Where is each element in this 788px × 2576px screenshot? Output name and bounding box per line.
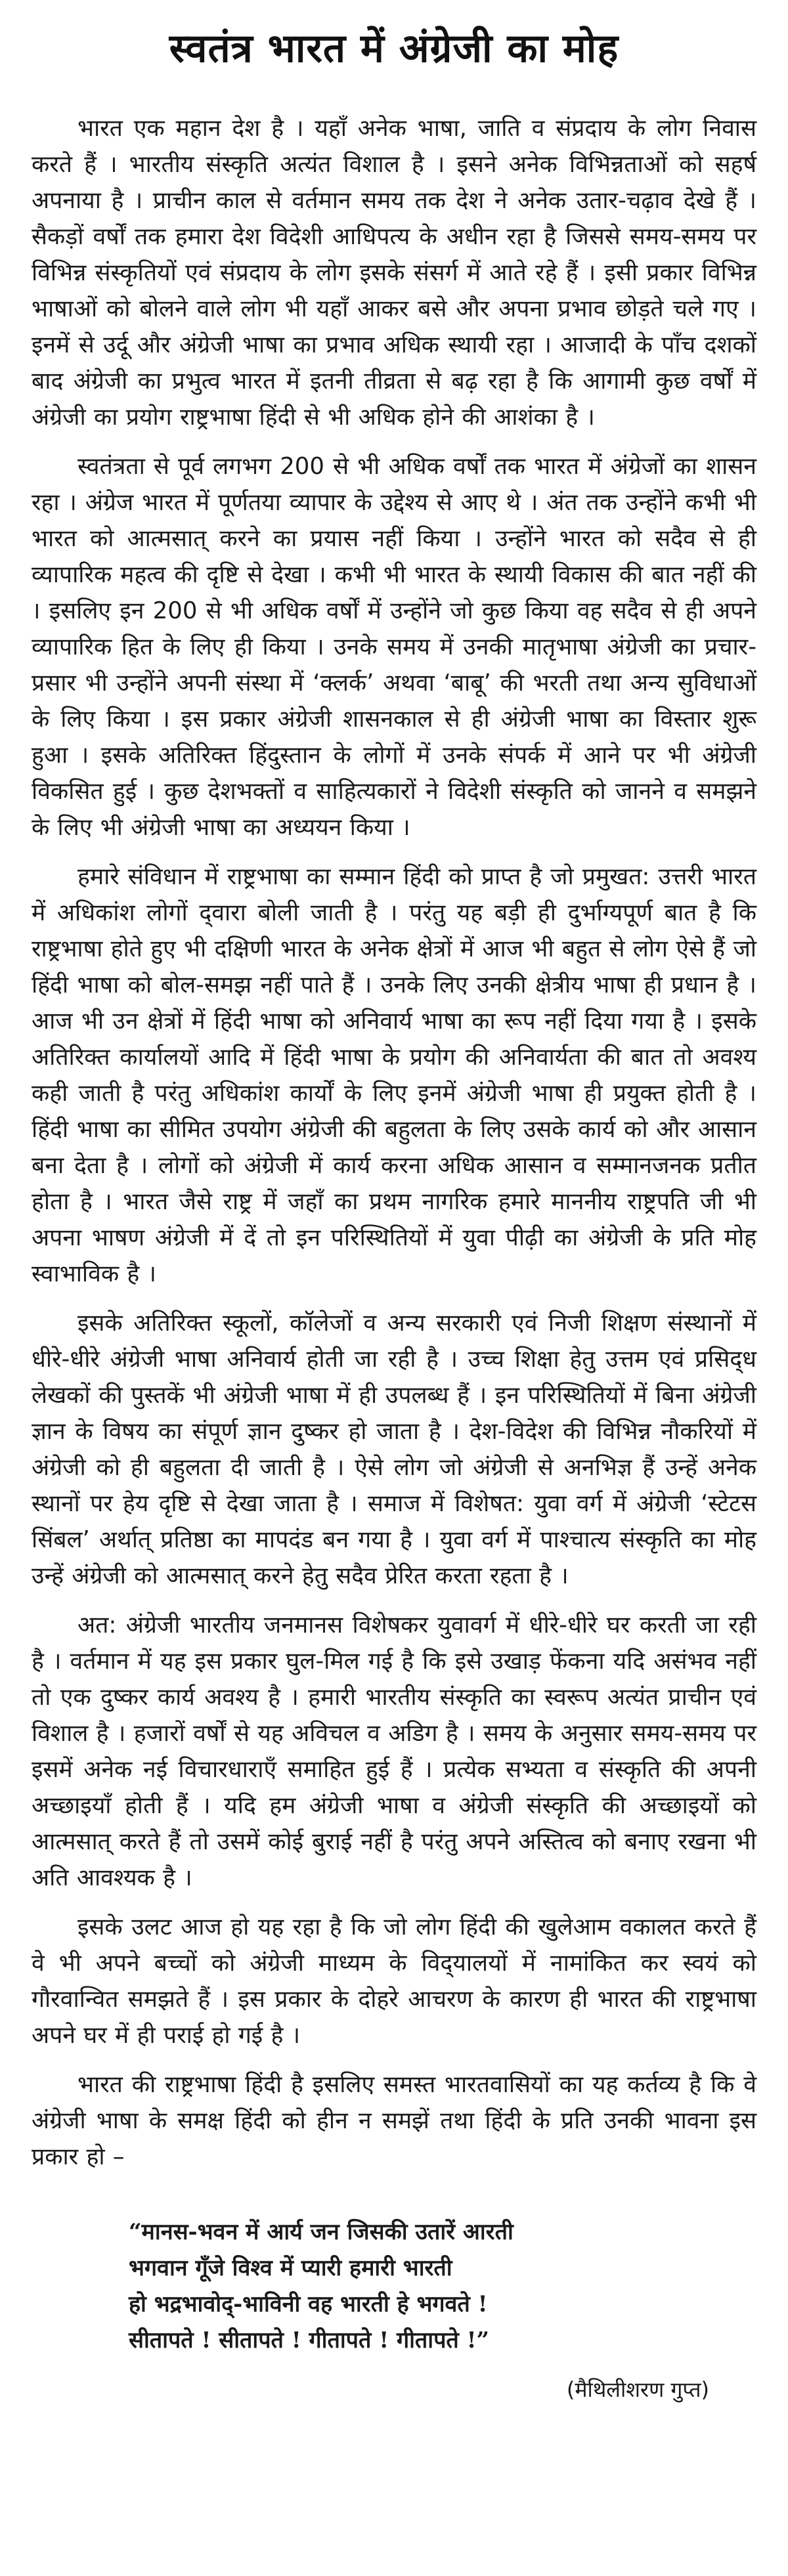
poem-quote	[32, 2214, 756, 2359]
poem-line-4: सीतापते ! सीतापते ! गीतापते ! गीतापते !”	[129, 2327, 490, 2353]
paragraph-5: अत: अंग्रेजी भारतीय जनमानस विशेषकर युवावर्ग में धीरे-धीरे घर करती जा रही है । वर्तमान में यह इस प्रकार घुल-मिल गई है कि इसे उखाड़ फेंकना यदि असंभव नहीं तो एक दुष्कर कार्य अवश्य है । हमारी भारतीय संस्कृति का स्वरूप अत्यंत प्राचीन एवं विशाल है । हजारों वर्षों से यह अविचल व अडिग है । समय के अनुसार समय-समय पर इसमें अनेक नई विचारधाराएँ समाहित हुई हैं । प्रत्येक सभ्यता व संस्कृति की अपनी अच्छाइयाँ होती हैं । यदि हम अंग्रेजी भाषा व अंग्रेजी संस्कृति की अच्छाइयों को आत्मसात् करते हैं तो उसमें कोई बुराई नहीं है परंतु अपने अस्तित्व को बनाए रखना भी अति आवश्यक है ।	[32, 1612, 756, 1891]
poem-line-2: भगवान गूँजे विश्व में प्यारी हमारी भारती	[129, 2255, 452, 2281]
paragraph-2: स्वतंत्रता से पूर्व लगभग 200 से भी अधिक वर्षों तक भारत में अंग्रेजों का शासन रहा । अंग्रेज भारत में पूर्णतया व्यापार के उद्देश्य से आए थे । अंत तक उन्होंने कभी भी भारत को आत्मसात् करने का प्रयास नहीं किया । उन्होंने भारत को सदैव से ही व्यापारिक महत्व की दृष्टि से देखा । कभी भी भारत के स्थायी विकास की बात नहीं की । इसलिए इन 200 से भी अधिक वर्षों में उन्होंने जो कुछ किया वह सदैव से ही अपने व्यापारिक हित के लिए ही किया । उनके समय में उनकी मातृभाषा अंग्रेजी का प्रचार-प्रसार भी उन्होंने अपनी संस्था में ‘क्लर्क’ अथवा ‘बाबू’ की भरती तथा अन्य सुविधाओं के लिए किया । इस प्रकार अंग्रेजी शासनकाल से ही अंग्रेजी भाषा का विस्तार शुरू हुआ । इसके अतिरिक्त हिंदुस्तान के लोगों में उनके संपर्क में आने पर भी अंग्रेजी विकसित हुई । कुछ देशभक्तों व साहित्यकारों ने विदेशी संस्कृति को जानने व समझने के लिए भी अंग्रेजी भाषा का अध्ययन किया ।	[32, 453, 756, 841]
paragraph-7: भारत की राष्ट्रभाषा हिंदी है इसलिए समस्त भारतवासियों का यह कर्तव्य है कि वे अंग्रेजी भाषा के समक्ष हिंदी को हीन न समझें तथा हिंदी के प्रति उनकी भावना इस प्रकार हो –	[32, 2071, 756, 2170]
essay-body	[32, 110, 756, 2175]
poem-attribution: (मैथिलीशरण गुप्त)	[566, 2377, 709, 2402]
paragraph-3: हमारे संविधान में राष्ट्रभाषा का सम्मान हिंदी को प्राप्त है जो प्रमुखत: उत्तरी भारत में अधिकांश लोगों द्‌वारा बोली जाती है । परंतु यह बड़ी ही दुर्भाग्यपूर्ण बात है कि राष्ट्रभाषा होते हुए भी दक्षिणी भारत के अनेक क्षेत्रों में आज भी बहुत से लोग ऐसे हैं जो हिंदी भाषा को बोल-समझ नहीं पाते हैं । उनके लिए उनकी क्षेत्रीय भाषा ही प्रधान है । आज भी उन क्षेत्रों में हिंदी भाषा को अनिवार्य भाषा का रूप नहीं दिया गया है । इसके अतिरिक्त कार्यालयों आदि में हिंदी भाषा के प्रयोग की अनिवार्यता की बात तो अवश्य कही जाती है परंतु अधिकांश कार्यों के लिए इनमें अंग्रेजी भाषा ही प्रयुक्त होती है । हिंदी भाषा का सीमित उपयोग अंग्रेजी की बहुलता के लिए उसके कार्य को और आसान बना देता है । लोगों को अंग्रेजी में कार्य करना अधिक आसान व सम्मानजनक प्रतीत होता है । भारत जैसे राष्ट्र में जहाँ का प्रथम नागरिक हमारे माननीय राष्ट्रपति जी भी अपना भाषण अंग्रेजी में दें तो इन परिस्थितियों में युवा पीढ़ी का अंग्रेजी के प्रति मोह स्वाभाविक है ।	[32, 863, 756, 1287]
paragraph-1: भारत एक महान देश है । यहाँ अनेक भाषा, जाति व संप्रदाय के लोग निवास करते हैं । भारतीय संस्कृति अत्यंत विशाल है । इसने अनेक विभिन्नताओं को सहर्ष अपनाया है । प्राचीन काल से वर्तमान समय तक देश ने अनेक उतार-चढ़ाव देखे हैं । सैकड़ों वर्षों तक हमारा देश विदेशी आधिपत्य के अधीन रहा है जिससे समय-समय पर विभिन्न संस्कृतियों एवं संप्रदाय के लोग इसके संसर्ग में आते रहे हैं । इसी प्रकार विभिन्न भाषाओं को बोलने वाले लोग भी यहाँ आकर बसे और अपना प्रभाव छोड़ते चले गए । इनमें से उर्दू और अंग्रेजी भाषा का प्रभाव अधिक स्थायी रहा । आजादी के पाँच दशकों बाद अंग्रेजी का प्रभुत्व भारत में इतनी तीव्रता से बढ़ रहा है कि आगामी कुछ वर्षों में अंग्रेजी का प्रयोग राष्ट्रभाषा हिंदी से भी अधिक होने की आशंका है ।	[32, 115, 756, 431]
essay-title: स्वतंत्र भारत में अंग्रेजी का मोह	[169, 26, 619, 72]
poem-line-3: हो भद्रभावोद्-भाविनी वह भारती हे भगवते !	[129, 2291, 488, 2317]
paragraph-4: इसके अतिरिक्त स्कूलों, कॉलेजों व अन्य सरकारी एवं निजी शिक्षण संस्थानों में धीरे-धीरे अंग्रेजी भाषा अनिवार्य होती जा रही है । उच्च शिक्षा हेतु उत्तम एवं प्रसिद्‌ध लेखकों की पुस्तकें भी अंग्रेजी भाषा में ही उपलब्ध हैं । इन परिस्थितियों में बिना अंग्रेजी ज्ञान के विषय का संपूर्ण ज्ञान दुष्कर हो जाता है । देश-विदेश की विभिन्न नौकरियों में अंग्रेजी को ही बहुलता दी जाती है । ऐसे लोग जो अंग्रेजी से अनभिज्ञ हैं उन्हें अनेक स्थानों पर हेय दृष्टि से देखा जाता है । समाज में विशेषत: युवा वर्ग में अंग्रेजी ‘स्टेटस सिंबल’ अर्थात् प्रतिष्ठा का मापदंड बन गया है । युवा वर्ग में पाश्चात्य संस्कृति का मोह उन्हें अंग्रेजी को आत्मसात् करने हेतु सदैव प्रेरित करता रहता है ।	[32, 1310, 756, 1589]
poem-line-1: “मानस-भवन में आर्य जन जिसकी उतारें आरती	[129, 2219, 514, 2245]
paragraph-6: इसके उलट आज हो यह रहा है कि जो लोग हिंदी की खुलेआम वकालत करते हैं वे भी अपने बच्चों को अंग्रेजी माध्यम के विद्‌यालयों में नामांकित कर स्वयं को गौरवान्वित समझते हैं । इस प्रकार के दोहरे आचरण के कारण ही भारत की राष्ट्रभाषा अपने घर में ही पराई हो गई है ।	[32, 1914, 756, 2049]
